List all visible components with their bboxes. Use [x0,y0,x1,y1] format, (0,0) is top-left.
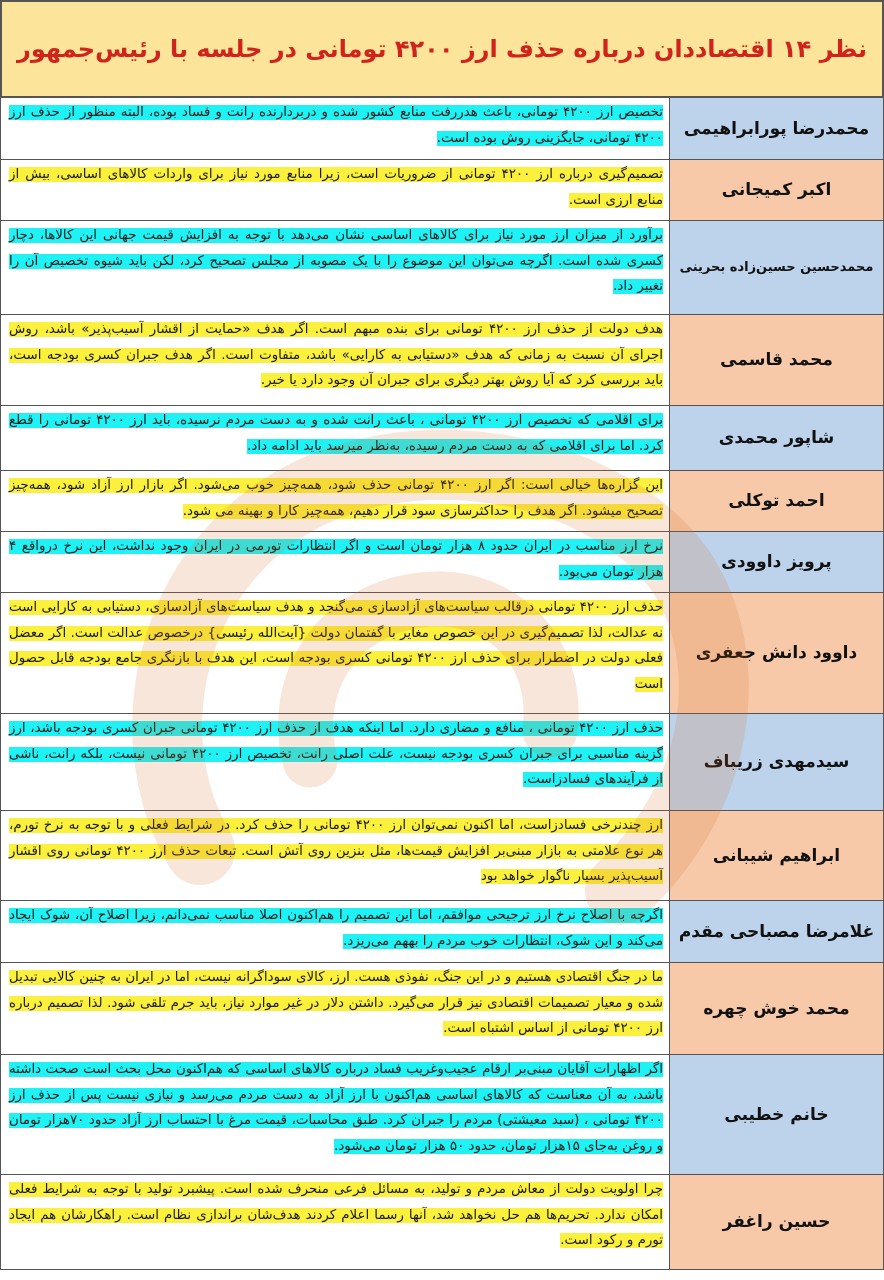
economist-name: محمد خوش چهره [703,998,850,1019]
economist-name-cell [669,98,883,159]
opinion-text: حذف ارز ۴۲۰۰ تومانی درقالب سیاست‌های آزادسازی می‌گنجد و هدف سیاست‌های آزادسازی، دستیابی به کارایی است نه عدالت، لذا تصمیم‌گیری در این خصوص مغایر با گفتمان دولت {آیت‌الله رئیسی} درخصوص عدالت است. اگر معضل فعلی دولت در اضطرار برای حذف ارز ۴۲۰۰ تومانی کسری بودجه است، این هدف با بازنگری جامع بودجه قابل حصول است [9,600,663,692]
table-row [1,593,883,714]
opinion-text: ما در جنگ اقتصادی هستیم و در این جنگ، نفوذی هست. ارز، کالای سوداگرانه نیست، اما در ایران به چنین کالایی تبدیل شده و معیار تصمیمات اقتصادی نیز قرار می‌گیرد. داشتن دلار در غیر موارد نیاز، باید جرم تلقی شود. لذا تصمیم درباره ارز ۴۲۰۰ تومانی از اساس اشتباه است. [9,970,663,1036]
economist-name: غلامرضا مصباحی مقدم [678,921,875,942]
opinion-cell [1,471,669,531]
table-row [1,221,883,315]
opinion-cell [1,1055,669,1174]
opinion-text: تصمیم‌گیری درباره ارز ۴۲۰۰ تومانی از ضروریات است، زیرا منابع مورد نیاز برای واردات کالاهای اساسی، بیش از منابع ارزی است. [9,167,663,208]
opinion-cell [1,901,669,962]
opinion-text: حذف ارز ۴۲۰۰ تومانی ، منافع و مضاری دارد. اما اینکه هدف از حذف ارز ۴۲۰۰ تومانی جبران کسری بودجه باشد، ارز گزینه مناسبی برای جبران کسری بودجه نیست، علت اصلی رانت، تخصیص ارز ۴۲۰۰ تومانی نیست، بلکه رانت، ناشی از فرآیندهای فسادزاست. [9,721,663,787]
economist-name-cell [669,315,883,405]
table-row [1,406,883,471]
opinion-text: اگر اظهارات آقایان مبنی‌بر ارقام عجیب‌وغریب فساد درباره کالاهای اساسی که هم‌اکنون محل بحث است صحت داشته باشد، به آن معناست که کالاهای اساسی هم‌اکنون با ارز آزاد به دست مردم می‌رسد و نیازی نیست پس از حذف ارز ۴۲۰۰ تومانی ، (سبد معیشتی) مردم را جبران کرد. طبق محاسبات، قیمت مرغ با احتساب ارز آزاد حدود ۷۰هزار تومان و روغن به‌جای ۱۵هزار تومان، حدود ۵۰ هزار تومان می‌شود. [9,1062,664,1154]
economist-name: احمد توکلی [728,491,825,511]
opinion-cell [1,963,669,1054]
opinion-text: تخصیص ارز ۴۲۰۰ تومانی، باعث هدررفت منابع کشور شده و دربردارنده رانت و فساد بوده، البته منظور از حذف ارز ۴۲۰۰ تومانی، جایگزینی روش بوده است. [9,105,663,146]
table-row [1,315,883,406]
table-row [1,901,883,963]
opinion-cell [1,1175,669,1269]
opinion-text: اگرچه با اصلاح نرخ ارز ترجیحی موافقم، اما این تصمیم را هم‌اکنون اصلا مناسب نمی‌دانم، زیرا اصلاح آن، شوک ایجاد می‌کند و این شوک، انتظارات خوب مردم را بههم می‌ریزد. [9,908,663,949]
economist-name-cell [669,1175,883,1269]
economist-name: سیدمهدی زریباف [703,752,850,772]
economist-name: داوود دانش جعفری [695,643,858,663]
economist-name-cell [669,160,883,220]
opinion-cell [1,315,669,405]
economist-name-cell [669,811,883,900]
opinion-cell [1,593,669,713]
economist-name-cell [669,963,883,1054]
economist-name: ابراهیم شیبانی [712,845,841,866]
opinion-text: چرا اولویت دولت از معاش مردم و تولید، به مسائل فرعی منحرف شده است. پیشبرد تولید با توجه به شرایط فعلی امکان ندارد. تحریم‌ها هم حل نخواهد شد، آنها رسما اعلام کردند هدف‌شان براندازی نظام است. راهکارشان هم ایجاد تورم و رکود است. [9,1182,663,1248]
table-row [1,963,883,1055]
economist-name: اکبر کمیجانی [721,180,832,200]
opinion-text: برآورد از میزان ارز مورد نیاز برای کالاهای اساسی نشان می‌دهد با توجه به افزایش قیمت جهانی این کالاها، دچار کسری شده است. اگرچه می‌توان این موضوع را با یک مصوبه از مجلس تصحیح کرد، لکن باید شیوه تخصیص آن را تغییر داد. [9,228,663,294]
opinion-cell [1,98,669,159]
economist-name-cell [669,406,883,470]
economist-name: محمدرضا پورابراهیمی [683,118,870,139]
table-row [1,98,883,160]
economist-name: محمدحسین حسین‌زاده بحرینی [679,259,874,275]
table-row [1,714,883,811]
opinion-cell [1,221,669,314]
opinion-cell [1,811,669,900]
opinion-text: نرخ ارز مناسب در ایران حدود ۸ هزار تومان است و اگر انتظارات تورمی در ایران وجود نداشت، این نرخ درواقع ۴ هزار تومان می‌بود. [9,539,663,580]
economist-name-cell [669,714,883,810]
table-row [1,471,883,532]
economist-name-cell [669,532,883,592]
economist-name-cell [669,901,883,962]
economist-name-cell [669,593,883,713]
page-title: نظر ۱۴ اقتصاددان درباره حذف ارز ۴۲۰۰ تومانی در جلسه با رئیس‌جمهور [17,35,868,63]
table-row [1,1175,883,1270]
opinion-text: ارز چندنرخی فسادزاست، اما اکنون نمی‌توان ارز ۴۲۰۰ تومانی را حذف کرد. در شرایط فعلی و با توجه به نرخ تورم، هر نوع علامتی به بازار مبنی‌بر افزایش قیمت‌ها، مثل بنزین روی آتش است. تبعات حذف ارز ۴۲۰۰ تومانی روی اقشار آسیب‌پذیر بسیار ناگوار خواهد بود [9,818,663,884]
economist-name: پرویز داوودی [721,552,832,572]
table-row [1,160,883,221]
title-banner [0,0,884,98]
economist-name: محمد قاسمی [720,350,833,370]
opinion-text: هدف دولت از حذف ارز ۴۲۰۰ تومانی برای بنده مبهم است. اگر هدف «حمایت از اقشار آسیب‌پذیر» باشد، روش اجرای آن نسبت به زمانی که هدف «دستیابی به کارایی» باشد، متفاوت است. اگر هدف جبران کسری بودجه است، باید بررسی کرد که آیا روش بهتر دیگری برای جبران آن وجود دارد یا خیر. [9,322,663,388]
economist-name-cell [669,471,883,531]
economist-name-cell [669,1055,883,1174]
economists-opinions-table [0,98,884,1270]
opinion-cell [1,532,669,592]
economist-name: شاپور محمدی [718,428,835,448]
table-row [1,811,883,901]
table-row [1,532,883,593]
opinion-cell [1,406,669,470]
economist-name: حسین راغفر [722,1212,831,1232]
economist-name: خانم خطیبی [724,1104,829,1125]
opinion-text: برای اقلامی که تخصیص ارز ۴۲۰۰ تومانی ، باعث رانت شده و به دست مردم نرسیده، باید ارز ۴۲۰۰ تومانی را قطع کرد. اما برای اقلامی که به دست مردم رسیده، به‌نظر میرسد باید ادامه داد. [9,413,663,454]
opinion-cell [1,714,669,810]
economist-name-cell [669,221,883,314]
opinion-text: این گزاره‌ها خیالی است: اگر ارز ۴۲۰۰ تومانی حذف شود، همه‌چیز خوب می‌شود. اگر بازار ارز آزاد شود، همه‌چیز تصحیح میشود. اگر هدف را حداکثرسازی سود قرار دهیم، همه‌چیز کارا و بهینه می شود. [9,478,663,519]
table-row [1,1055,883,1175]
opinion-cell [1,160,669,220]
